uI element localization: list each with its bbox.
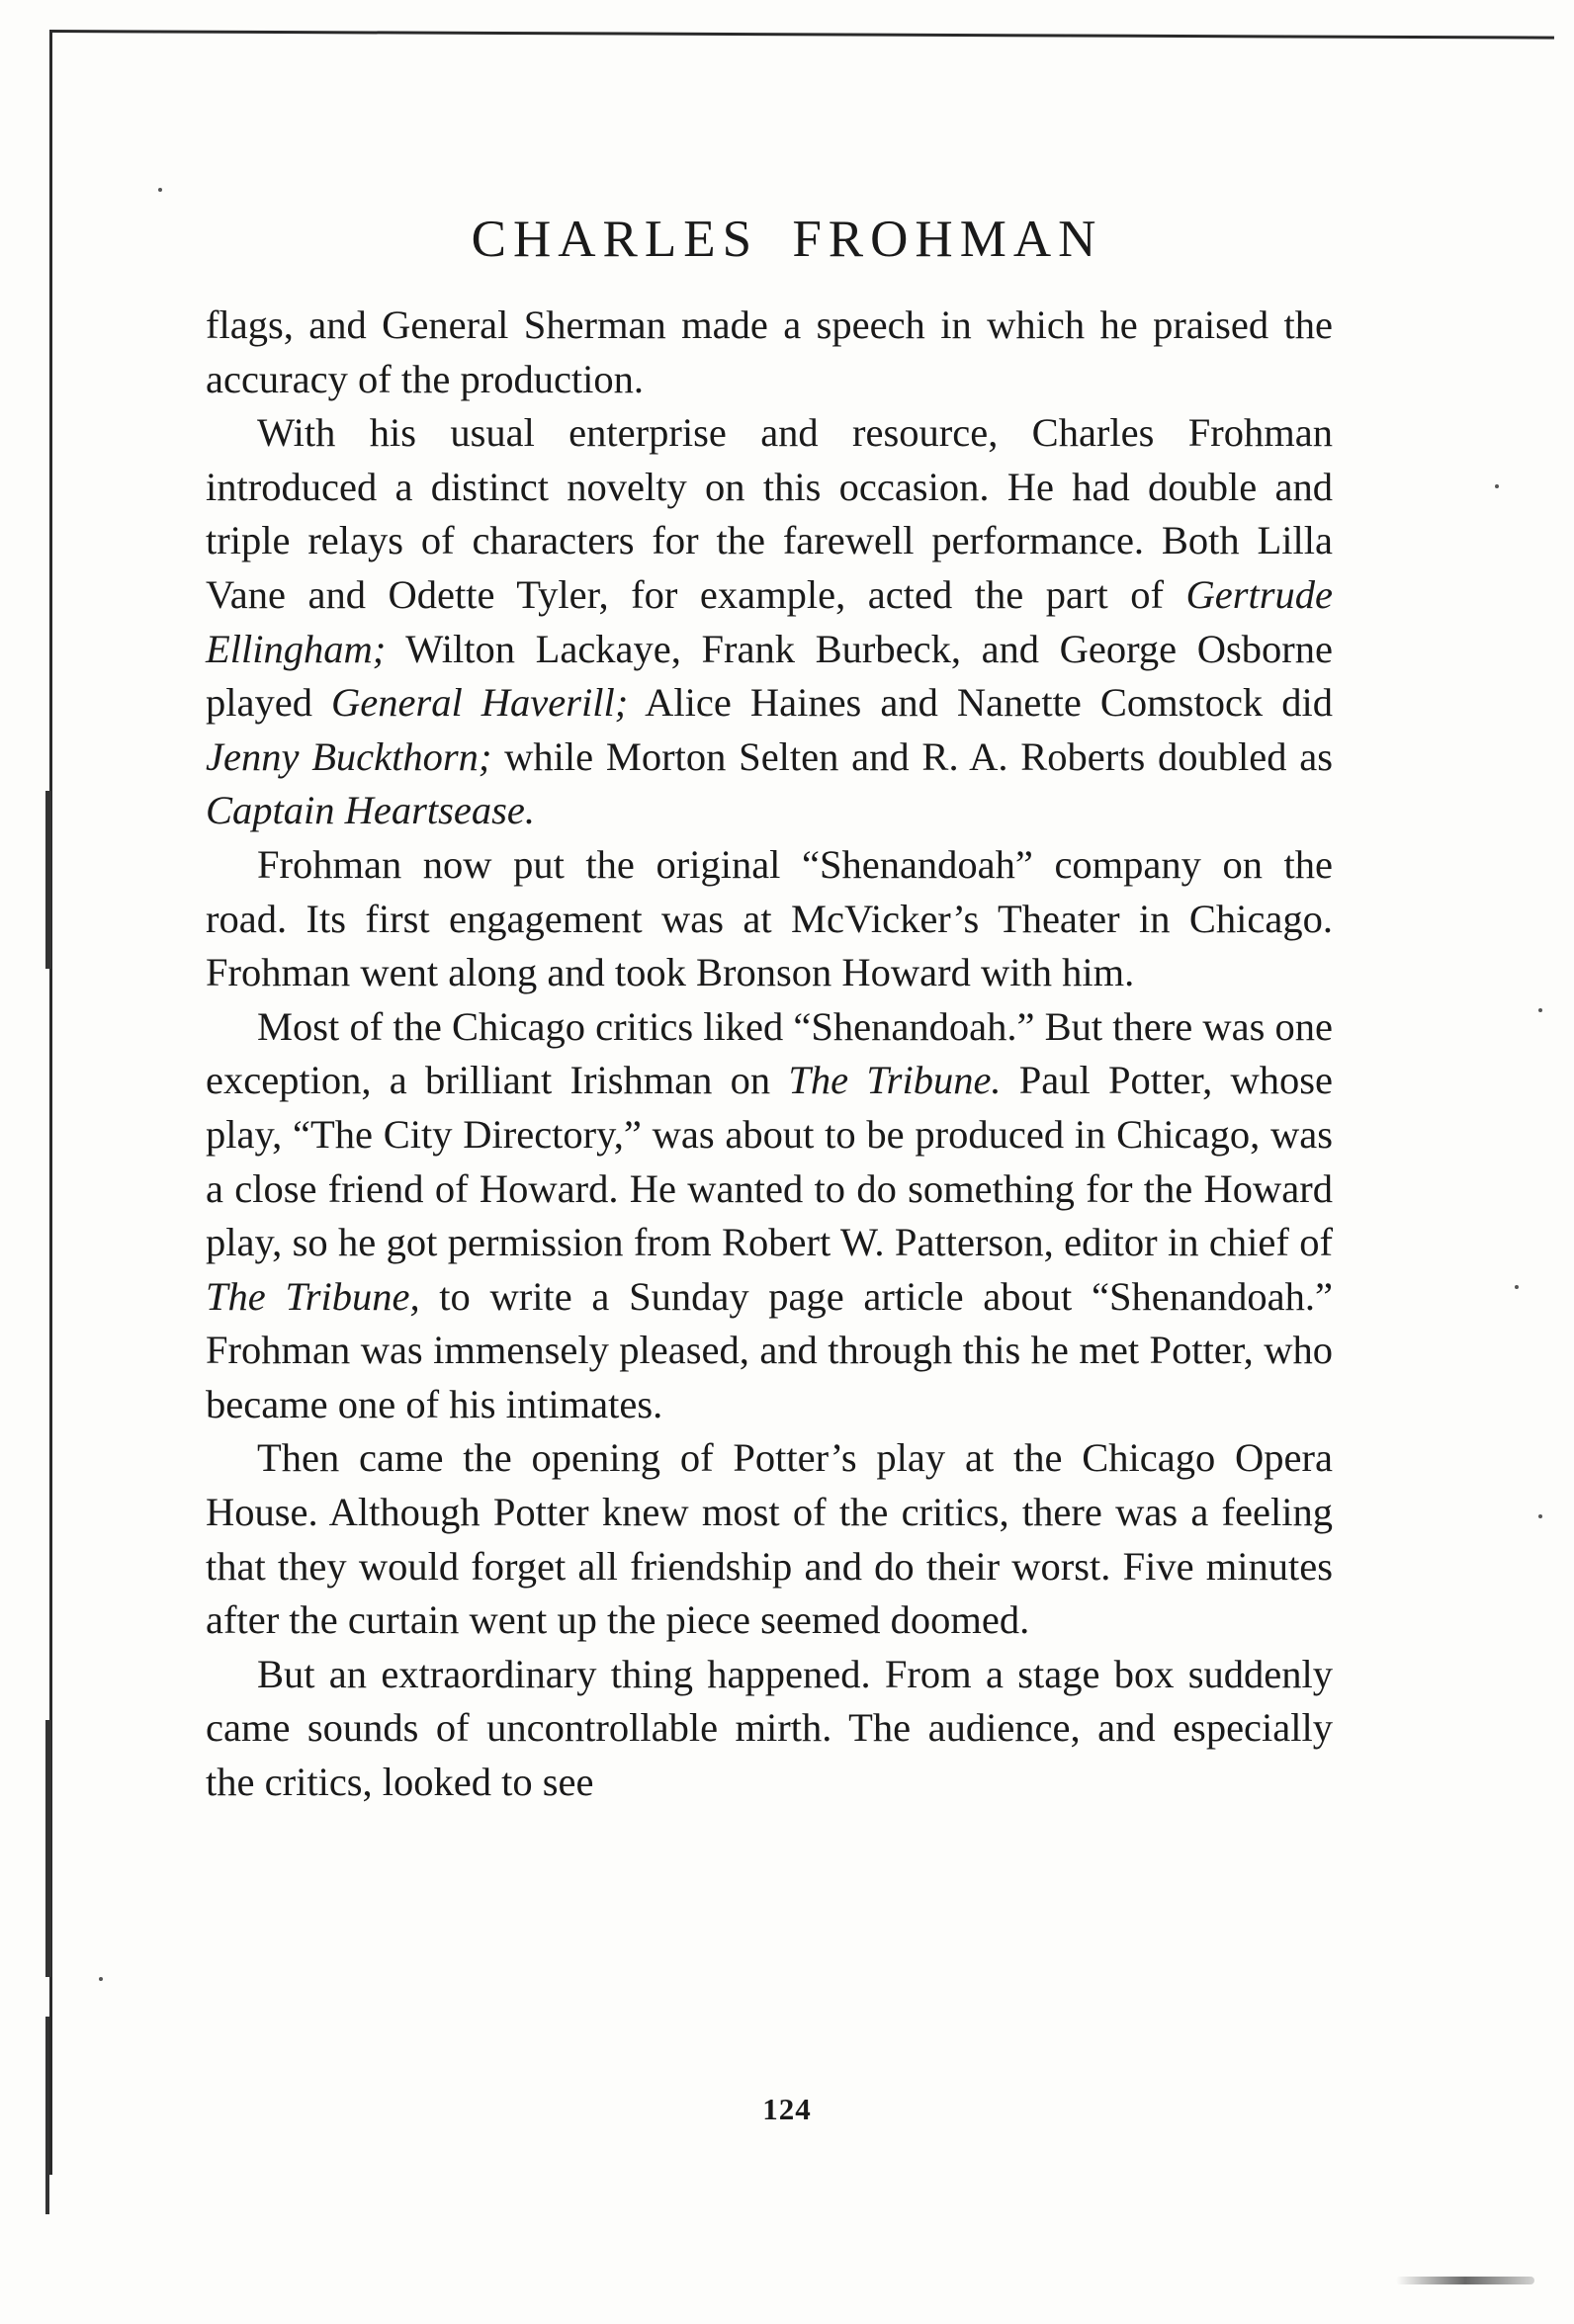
scan-speck [158, 188, 162, 192]
text-run: Most of the Chicago critics liked “Shenandoah.” But there was one exception, a brilliant Irishman on [206, 1003, 1333, 1103]
paragraph [206, 1648, 1333, 1810]
text-run: to write a Sunday page article about “Shenandoah.” Frohman was immensely pleased, and through this he met Potter, who became one of his intimates. [206, 1273, 1334, 1426]
text-run: Then came the opening of Potter’s play at the Chicago Opera House. Although Potter knew most of the critics, there was a feeling that they would forget all friendship and do their worst. Five minutes after the curtain went up the piece seemed doomed. [206, 1435, 1333, 1643]
running-head: CHARLES FROHMAN [471, 211, 1103, 268]
text-run: Frohman now put the original “Shenandoah” company on the road. Its first engagement was at McVicker’s Theater in Chicago. Frohman went along and took Bronson Howard with him. [206, 841, 1333, 995]
italic-title: General Haverill; [331, 680, 629, 726]
scan-mark [45, 1720, 51, 1977]
text-run: Wilton Lackaye, Frank Burbeck, and George Osborne played [206, 626, 1333, 726]
text-run: while Morton Selten and R. A. Roberts doubled as [491, 733, 1333, 779]
text-run: flags, and General Sherman made a speech in which he praised the accuracy of the production. [206, 302, 1333, 401]
paragraph [206, 406, 1333, 838]
italic-title: Jenny Buckthorn; [206, 733, 492, 779]
italic-title: Captain Heartsease. [206, 788, 535, 833]
scan-smudge [1396, 2277, 1534, 2284]
text-run: Alice Haines and Nanette Comstock did [628, 680, 1333, 726]
scan-speck [1538, 1008, 1542, 1012]
page-number: 124 [762, 2092, 812, 2126]
italic-title: The Tribune, [206, 1273, 420, 1319]
body-text [206, 299, 1333, 1810]
scan-speck [1495, 484, 1499, 488]
italic-title: Gertrude Ellingham; [206, 571, 1333, 671]
scan-speck [1515, 1285, 1519, 1289]
text-run: With his usual enterprise and resource, Charles Frohman introduced a distinct novelty on this occasion. He had double and triple relays of characters for the farewell performance. Both Lilla Vane and Odette Tyler, for example, acted the part of [206, 410, 1333, 617]
scan-speck [1538, 1514, 1542, 1518]
text-run: Paul Potter, whose play, “The City Directory,” was about to be produced in Chicago, was a close friend of Howard. He wanted to do something for the Howard play, so he got permission from Robert W. Patterson, editor in chief of [206, 1058, 1333, 1265]
paragraph [206, 1000, 1333, 1432]
scan-mark [45, 791, 51, 969]
scan-speck [99, 1977, 103, 1981]
paragraph [206, 299, 1333, 406]
paragraph [206, 1431, 1333, 1647]
scan-border-top [51, 30, 1554, 40]
paragraph [206, 838, 1333, 1000]
italic-title: The Tribune. [788, 1058, 1002, 1103]
text-run: But an extraordinary thing happened. From a stage box suddenly came sounds of uncontrollable mirth. The audience, and especially the critics, looked to see [206, 1651, 1333, 1805]
